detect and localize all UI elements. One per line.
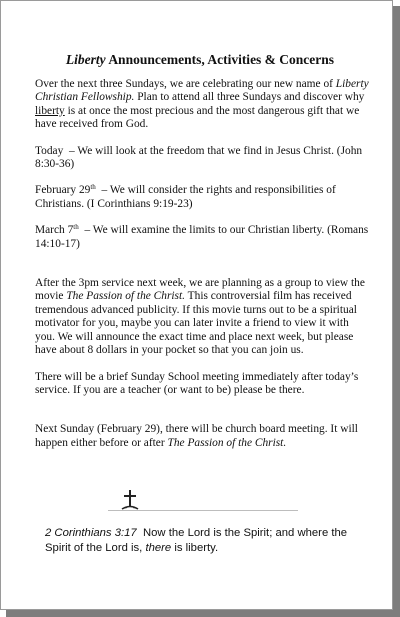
movie-title: The Passion of the Christ. (167, 436, 287, 449)
movie-text-2: This controversial film has received tremendous advanced publicity. If this movie turns out to be a spiritual motivator for you, maybe you can later invite a friend to view it with you. We will announce the exact time and place next week, but please have about 8 dollars in your pocket so that you can join us. (35, 290, 357, 357)
movie-paragraph (35, 277, 370, 357)
verse-emphasis: there (145, 541, 172, 554)
announcements-body (35, 78, 370, 450)
verse-text-2: is liberty. (174, 541, 219, 554)
date-suffix: th (73, 223, 79, 232)
movie-text-1: After the 3pm service next week, we are planning as a group to view the movie (35, 277, 365, 303)
intro-text-2: Plan to attend all three Sundays and discover why (134, 91, 365, 104)
intro-paragraph (35, 78, 370, 132)
church-name: Liberty Christian Fellowship. (35, 78, 369, 104)
sunday-text: – We will examine the limits to our Christian liberty. (Romans 14:10-17) (35, 224, 369, 250)
sunday-item-feb29 (35, 184, 370, 211)
date-suffix: th (90, 183, 96, 192)
intro-text-3: is at once the most precious and the most dangerous gift that we have received from God. (35, 104, 360, 131)
sunday-school-paragraph: There will be a brief Sunday School meeting immediately after today’s service. If you are a teacher (or want to be) please be there. (35, 370, 359, 396)
board-meeting-paragraph (35, 423, 370, 450)
intro-text-1: Over the next three Sundays, we are celebrating our new name of (35, 78, 333, 90)
sunday-date: Today (35, 144, 64, 157)
sunday-text: – We will consider the rights and responsibilities of Christians. (I Corinthians 9:19-23) (35, 184, 336, 210)
sunday-date: February 29 (35, 184, 91, 197)
scripture-verse (45, 526, 375, 555)
movie-title: The Passion of the Christ. (66, 290, 186, 303)
sunday-text: – We will look at the freedom that we find in Jesus Christ. (John 8:30-36) (35, 144, 363, 171)
board-text: Next Sunday (February 29), there will be church board meeting. It will happen either before or after (35, 423, 358, 449)
title-italic: Liberty (65, 52, 106, 67)
page-shadow-bottom (6, 610, 400, 617)
sunday-item-today (35, 145, 370, 172)
sunday-date: March 7 (35, 224, 74, 237)
cross-icon (121, 489, 139, 511)
page-shadow-right (393, 6, 400, 617)
liberty-underlined: liberty (35, 104, 65, 117)
verse-reference: 2 Corinthians 3:17 (45, 527, 137, 539)
verse-text-1: Now the Lord is the Spirit; and where the Spirit of the Lord is, (45, 527, 348, 554)
title-rest: Announcements, Activities & Concerns (108, 52, 335, 67)
sunday-item-mar7 (35, 224, 370, 251)
section-divider (108, 510, 298, 511)
page-title (0, 52, 400, 68)
